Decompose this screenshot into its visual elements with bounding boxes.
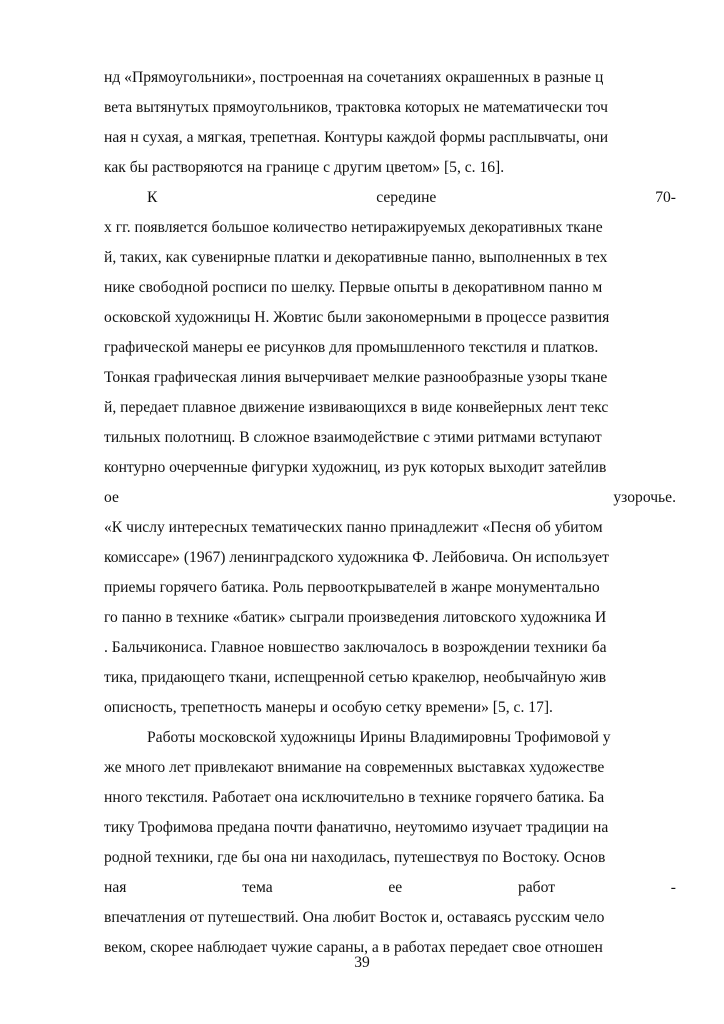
text-line: . Бальчикониса. Главное новшество заключалось в возрождении техники ба — [104, 639, 607, 656]
text-line-justified — [104, 488, 676, 508]
text-line-justified — [147, 188, 676, 208]
text-line: тику Трофимова предана почти фанатично, неутомимо изучает традиции на — [104, 819, 609, 836]
text-line: ная н сухая, а мягкая, трепетная. Контуры каждой формы расплывчаты, они — [104, 129, 609, 146]
text-line: осковской художницы Н. Жовтис были закономерными в процессе развития — [104, 309, 610, 326]
text-line: вета вытянутых прямоугольников, трактовка которых не математически точ — [104, 99, 609, 116]
word: середине — [376, 189, 437, 206]
text-line: Работы московской художницы Ирины Владимировны Трофимовой у — [147, 729, 611, 746]
text-line: комиссаре» (1967) ленинградского художника Ф. Лейбовича. Он использует — [104, 549, 609, 566]
text-line: же много лет привлекают внимание на современных выставках художестве — [104, 759, 605, 776]
word: тема — [242, 879, 273, 896]
word: ная — [104, 879, 127, 896]
text-line: как бы растворяются на границе с другим цветом» [5, с. 16]. — [104, 159, 505, 176]
word: работ — [517, 879, 556, 896]
text-line: Тонкая графическая линия вычерчивает мелкие разнообразные узоры ткане — [104, 369, 608, 386]
word: узорочье. — [613, 489, 676, 506]
text-line: «К числу интересных тематических панно принадлежит «Песня об убитом — [104, 519, 603, 536]
text-line: тильных полотнищ. В сложное взаимодействие с этими ритмами вступают — [104, 429, 602, 446]
text-line: впечатления от путешествий. Она любит Восток и, оставаясь русским чело — [104, 909, 605, 926]
text-line: веком, скорее наблюдает чужие сараны, а в работах передает свое отношен — [104, 939, 603, 956]
text-line: х гг. появляется большое количество нетиражируемых декоративных ткане — [104, 219, 603, 236]
word: 70- — [655, 189, 676, 206]
text-line: контурно очерченные фигурки художниц, из рук которых выходит затейлив — [104, 459, 607, 476]
text-line: тика, придающего ткани, испещренной сетью кракелюр, необычайную жив — [104, 669, 607, 686]
text-line: го панно в технике «батик» сыграли произведения литовского художника И — [104, 609, 607, 626]
text-line: графической манеры ее рисунков для промышленного текстиля и платков. — [104, 339, 599, 356]
text-line: й, передает плавное движение извивающихся в виде конвейерных лент текс — [104, 399, 609, 416]
word: - — [670, 879, 676, 896]
text-line: родной техники, где бы она ни находилась, путешествуя по Востоку. Основ — [104, 849, 606, 866]
text-line: описность, трепетность манеры и особую сетку времени» [5, с. 17]. — [104, 699, 553, 716]
text-line: нике свободной росписи по шелку. Первые опыты в декоративном панно м — [104, 279, 603, 296]
text-line: нного текстиля. Работает она исключительно в технике горячего батика. Ба — [104, 789, 605, 806]
text-line: нд «Прямоугольники», построенная на сочетаниях окрашенных в разные ц — [104, 69, 604, 86]
word: ее — [388, 879, 403, 896]
text-line: й, таких, как сувенирные платки и декоративные панно, выполненных в тех — [104, 249, 608, 266]
word: К — [147, 189, 158, 206]
page-number: 39 — [354, 954, 370, 971]
word: ое — [104, 489, 119, 506]
text-line: приемы горячего батика. Роль первооткрывателей в жанре монументально — [104, 579, 600, 596]
text-line-justified — [104, 878, 676, 898]
